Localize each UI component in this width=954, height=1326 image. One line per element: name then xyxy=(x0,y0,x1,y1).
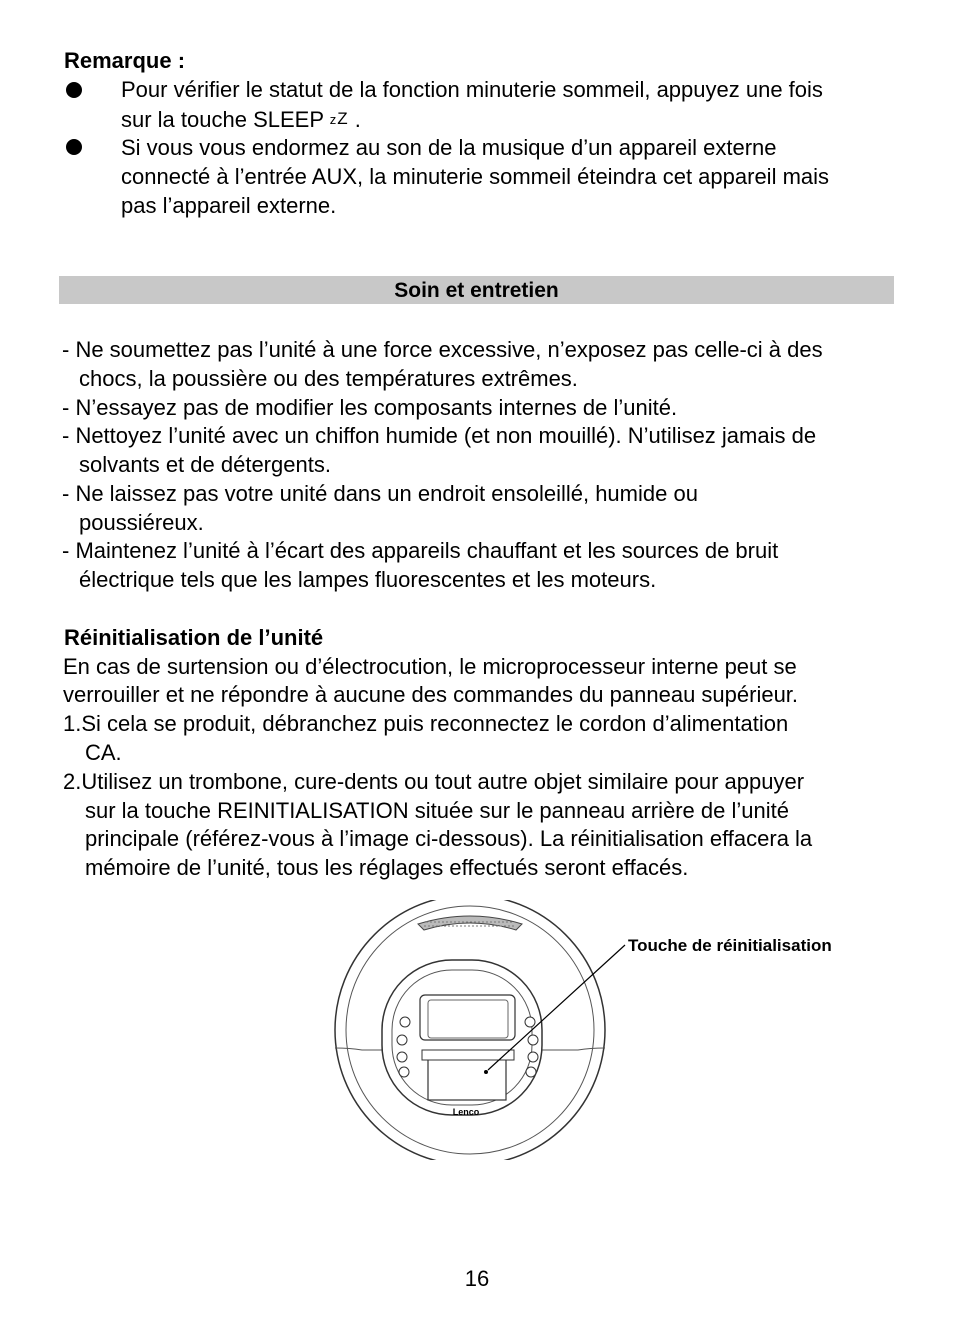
bullet-icon xyxy=(66,139,82,155)
reset-step-2-line-1: 2.Utilisez un trombone, cure-dents ou tout autre objet similaire pour appuyer xyxy=(63,769,805,794)
reset-step-1-line-1: 1.Si cela se produit, débranchez puis reconnectez le cordon d’alimentation xyxy=(63,711,789,736)
reset-step-2-line-4: mémoire de l’unité, tous les réglages effectués seront effacés. xyxy=(85,855,689,880)
callout-label: Touche de réinitialisation xyxy=(628,936,832,955)
care-item-1-line-2: chocs, la poussière ou des températures extrêmes. xyxy=(79,366,578,391)
care-item-3-line-2: solvants et de détergents. xyxy=(79,452,331,477)
reset-intro-line-1: En cas de surtension ou d’électrocution, le microprocesseur interne peut se xyxy=(63,654,797,679)
reset-step-2-line-3: principale (référez-vous à l’image ci-dessous). La réinitialisation effacera la xyxy=(85,826,813,851)
care-item-4-line-2: poussiéreux. xyxy=(79,510,204,535)
reset-heading: Réinitialisation de l’unité xyxy=(64,625,324,650)
reset-step-2-line-2: sur la touche REINITIALISATION située sur le panneau arrière de l’unité xyxy=(85,798,789,823)
device-diagram xyxy=(320,900,880,1160)
remark-title: Remarque : xyxy=(64,48,186,73)
care-item-5-line-2: électrique tels que les lampes fluorescentes et les moteurs. xyxy=(79,567,657,592)
remark-bullet-1-period: . xyxy=(354,107,361,132)
sleep-zz-icon: zZ xyxy=(329,109,349,128)
remark-bullet-1-line-2 xyxy=(121,104,361,134)
reset-step-1-line-2: CA. xyxy=(85,740,122,765)
brand-logo: Lenco xyxy=(452,1107,480,1117)
reset-button-icon xyxy=(484,1070,488,1074)
care-item-4-line-1: - Ne laissez pas votre unité dans un endroit ensoleillé, humide ou xyxy=(62,481,698,506)
page-number: 16 xyxy=(464,1266,490,1291)
remark-bullet-2-line-3: pas l’appareil externe. xyxy=(121,193,337,218)
care-item-3-line-1: - Nettoyez l’unité avec un chiffon humide (et non mouillé). N’utilisez jamais de xyxy=(62,423,817,448)
remark-bullet-2-line-2: connecté à l’entrée AUX, la minuterie sommeil éteindra cet appareil mais xyxy=(121,164,830,189)
bullet-icon xyxy=(66,82,82,98)
display xyxy=(420,995,515,1040)
section-heading-care: Soin et entretien xyxy=(59,276,894,304)
remark-bullet-2-line-1: Si vous vous endormez au son de la musique d’un appareil externe xyxy=(121,135,777,160)
remark-bullet-1-text: sur la touche SLEEP xyxy=(121,107,324,132)
reset-intro-line-2: verrouiller et ne répondre à aucune des commandes du panneau supérieur. xyxy=(63,682,799,707)
dock xyxy=(428,1055,506,1100)
care-item-1-line-1: - Ne soumettez pas l’unité à une force excessive, n’exposez pas celle-ci à des xyxy=(62,337,823,362)
care-item-2-line-1: - N’essayez pas de modifier les composants internes de l’unité. xyxy=(62,395,678,420)
remark-bullet-1-line-1: Pour vérifier le statut de la fonction minuterie sommeil, appuyez une fois xyxy=(121,77,823,102)
care-item-5-line-1: - Maintenez l’unité à l’écart des appareils chauffant et les sources de bruit xyxy=(62,538,779,563)
